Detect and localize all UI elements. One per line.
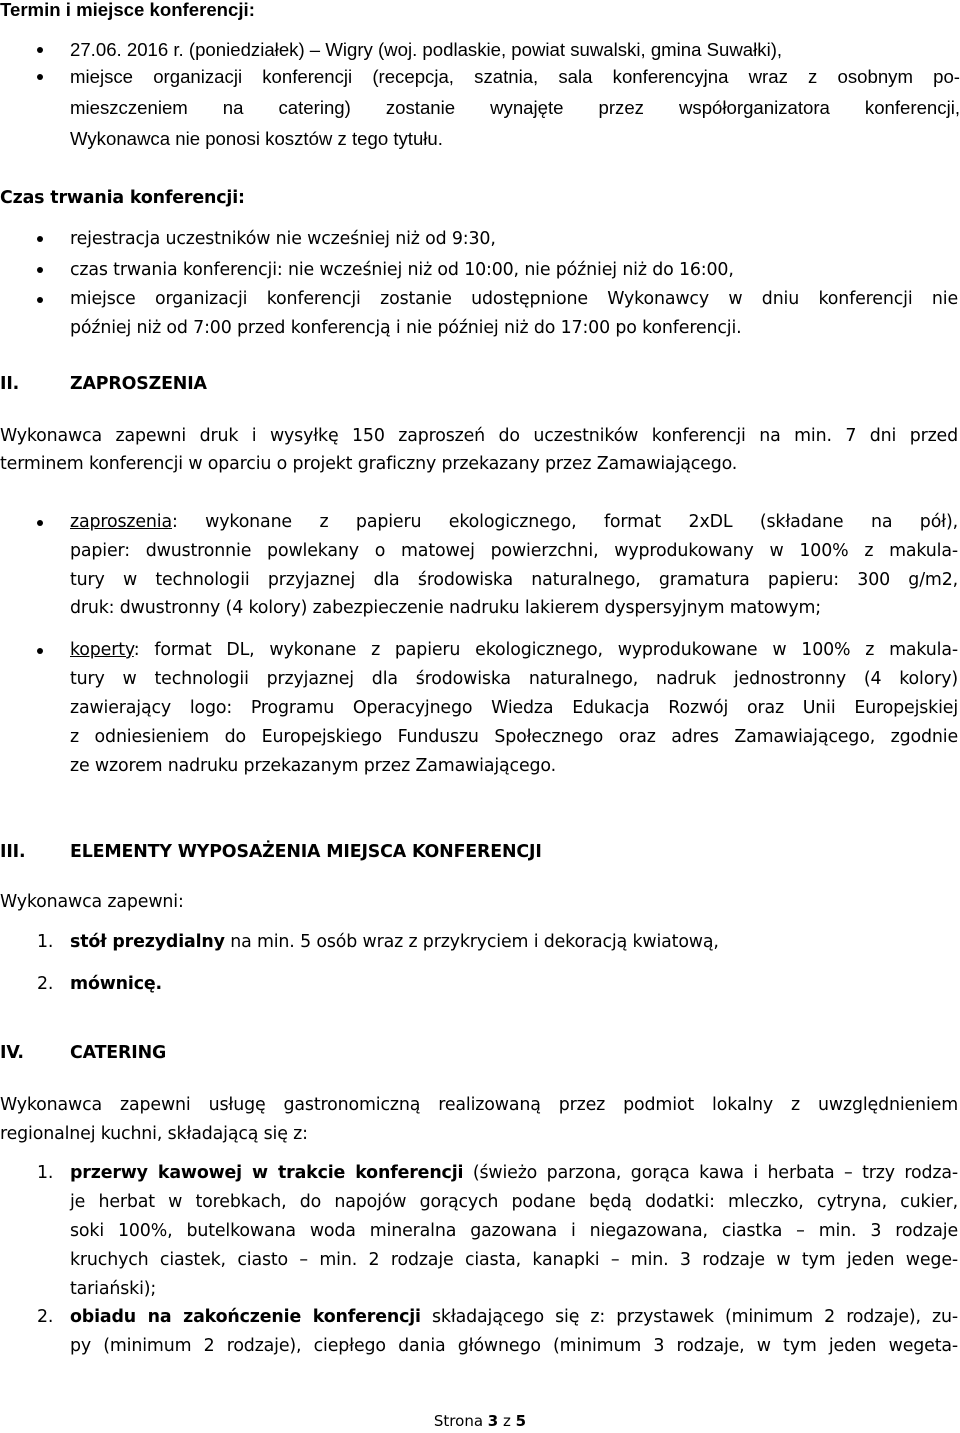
bullet-icon bbox=[37, 47, 43, 53]
section-3-title: ELEMENTY WYPOSAŻENIA MIEJSCA KONFERENCJI bbox=[70, 842, 542, 862]
catering-item-1-line-1 bbox=[70, 1161, 958, 1185]
koperty-line-1 bbox=[70, 638, 958, 662]
koperty-line-1-rest: : format DL, wykonane z papieru ekologicznego, wyprodukowane w 100% z makula- bbox=[133, 640, 958, 660]
zaproszenia-line-1 bbox=[70, 510, 958, 534]
bullet-icon bbox=[37, 236, 43, 242]
zaproszenia-line-4: druk: dwustronny (4 kolory) zabezpieczenie nadruku lakierem dyspersyjnym matowym; bbox=[70, 598, 821, 618]
section-4-intro-line-2: regionalnej kuchni, składającą się z: bbox=[0, 1124, 308, 1144]
bullet-icon bbox=[37, 267, 43, 273]
section-3-item-2-number: 2. bbox=[37, 974, 54, 994]
catering-item-1-number: 1. bbox=[37, 1163, 54, 1183]
footer-page-number: 3 bbox=[487, 1412, 499, 1430]
termin-bullet-1: 27.06. 2016 r. (poniedziałek) – Wigry (woj. podlaskie, powiat suwalski, gmina Suwałki), bbox=[70, 39, 783, 60]
section-2-title: ZAPROSZENIA bbox=[70, 374, 207, 394]
section-2-intro-line-2: terminem konferencji w oparciu o projekt graficzny przekazany przez Zamawiającego. bbox=[0, 454, 738, 474]
catering-item-2-number: 2. bbox=[37, 1307, 54, 1327]
section-4-intro-line-1: Wykonawca zapewni usługę gastronomiczną realizowaną przez podmiot lokalny z uwzględnieniem bbox=[0, 1095, 958, 1115]
catering-item-2-line-1 bbox=[70, 1305, 958, 1329]
catering-item-1-line-2: je herbat w torebkach, do napojów gorących podane będą dodatki: mleczko, cytryna, cukier, bbox=[70, 1192, 958, 1212]
section-2-number: II. bbox=[0, 374, 20, 394]
termin-bullet-2-line-1: miejsce organizacji konferencji (recepcja, szatnia, sala konferencyjna wraz z osobnym po- bbox=[70, 66, 960, 87]
section-4-number: IV. bbox=[0, 1043, 24, 1063]
bullet-icon bbox=[37, 74, 43, 80]
footer-page-total: 5 bbox=[515, 1412, 527, 1430]
catering-item-1-line-5: tariański); bbox=[70, 1279, 157, 1299]
zaproszenia-line-2: papier: dwustronnie powlekany o matowej powierzchni, wyprodukowany w 100% z makula- bbox=[70, 541, 958, 561]
termin-heading: Termin i miejsce konferencji: bbox=[0, 0, 255, 20]
section-4-title: CATERING bbox=[70, 1043, 167, 1063]
czas-bullet-3-line-1: miejsce organizacji konferencji zostanie udostępnione Wykonawcy w dniu konferencji nie bbox=[70, 289, 958, 309]
section-3-number: III. bbox=[0, 842, 26, 862]
zaproszenia-line-1-rest: : wykonane z papieru ekologicznego, format 2xDL (składane na pół), bbox=[171, 512, 958, 532]
koperty-line-4: z odniesieniem do Europejskiego Funduszu Społecznego oraz adres Zamawiającego, zgodnie bbox=[70, 727, 958, 747]
catering-item-2-line-2: py (minimum 2 rodzaje), ciepłego dania głównego (minimum 3 rodzaje, w tym jeden wegeta- bbox=[70, 1336, 958, 1356]
footer-middle: z bbox=[498, 1412, 516, 1430]
section-3-intro: Wykonawca zapewni: bbox=[0, 892, 184, 912]
zaproszenia-line-3: tury w technologii przyjaznej dla środowiska naturalnego, gramatura papieru: 300 g/m2, bbox=[70, 570, 958, 590]
koperty-line-2: tury w technologii przyjaznej dla środowiska naturalnego, nadruk jednostronny (4 kolory) bbox=[70, 669, 958, 689]
page-footer bbox=[0, 1410, 960, 1432]
section-3-item-1-bold: stół prezydialny bbox=[70, 932, 225, 952]
koperty-line-5: ze wzorem nadruku przekazanym przez Zamawiającego. bbox=[70, 756, 556, 776]
bullet-icon bbox=[37, 520, 43, 526]
bullet-icon bbox=[37, 297, 43, 303]
termin-bullet-2-line-2: mieszczeniem na catering) zostanie wynajęte przez współorganizatora konferencji, bbox=[70, 97, 960, 118]
koperty-term: koperty bbox=[70, 640, 134, 660]
section-3-item-1-rest: na min. 5 osób wraz z przykryciem i dekoracją kwiatową, bbox=[224, 932, 719, 952]
section-2-intro-line-1: Wykonawca zapewni druk i wysyłkę 150 zaproszeń do uczestników konferencji na min. 7 dni przed bbox=[0, 426, 958, 446]
czas-heading: Czas trwania konferencji: bbox=[0, 188, 245, 208]
catering-item-1-line-1-rest: (świeżo parzona, gorąca kawa i herbata – trzy rodza- bbox=[463, 1163, 958, 1183]
catering-item-1-bold: przerwy kawowej w trakcie konferencji bbox=[70, 1163, 464, 1183]
bullet-icon bbox=[37, 648, 43, 654]
zaproszenia-term: zaproszenia bbox=[70, 512, 172, 532]
koperty-line-3: zawierający logo: Programu Operacyjnego Wiedza Edukacja Rozwój oraz Unii Europejskiej bbox=[70, 698, 958, 718]
catering-item-2-bold: obiadu na zakończenie konferencji bbox=[70, 1307, 421, 1327]
termin-bullet-2-line-3: Wykonawca nie ponosi kosztów z tego tytułu. bbox=[70, 128, 443, 149]
footer-prefix: Strona bbox=[433, 1412, 488, 1430]
section-3-item-1 bbox=[70, 930, 719, 954]
czas-bullet-3-line-2: później niż od 7:00 przed konferencją i nie później niż do 17:00 po konferencji. bbox=[70, 318, 742, 338]
czas-bullet-2: czas trwania konferencji: nie wcześniej niż od 10:00, nie później niż do 16:00, bbox=[70, 260, 734, 280]
catering-item-1-line-4: kruchych ciastek, ciasto – min. 2 rodzaje ciasta, kanapki – min. 3 rodzaje w tym jeden wege- bbox=[70, 1250, 958, 1270]
section-3-item-1-number: 1. bbox=[37, 932, 54, 952]
czas-bullet-1: rejestracja uczestników nie wcześniej niż od 9:30, bbox=[70, 229, 496, 249]
catering-item-1-line-3: soki 100%, butelkowana woda mineralna gazowana i niegazowana, ciastka – min. 3 rodzaje bbox=[70, 1221, 958, 1241]
section-3-item-2: mównicę. bbox=[70, 974, 162, 994]
catering-item-2-line-1-rest: składającego się z: przystawek (minimum 2 rodzaje), zu- bbox=[420, 1307, 959, 1327]
